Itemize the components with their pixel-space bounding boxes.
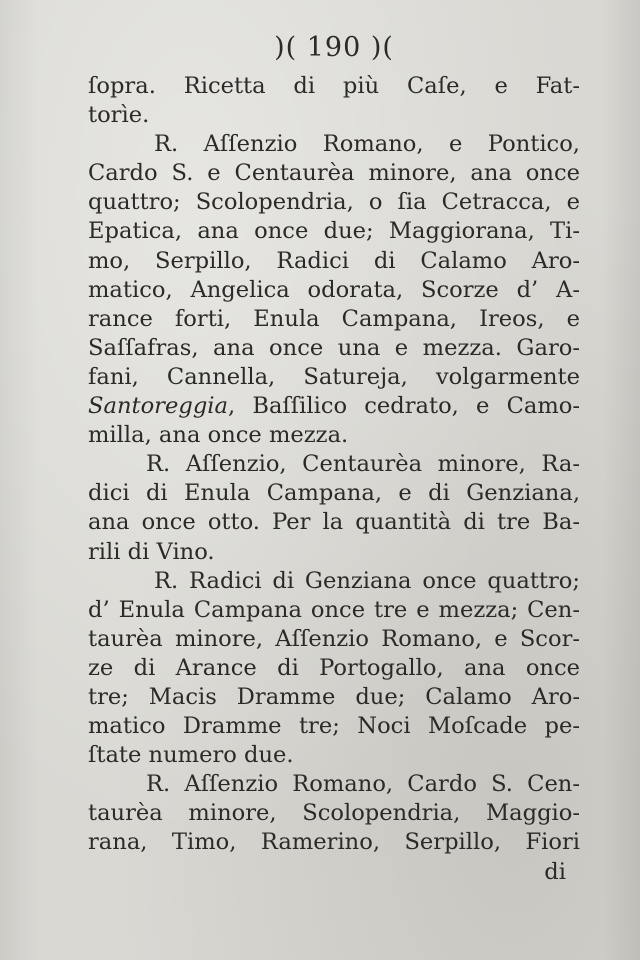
text-line: rance forti, Enula Campana, Ireos, e [88, 305, 580, 332]
text-line: ſopra. Ricetta di più Caſe, e Fat- [88, 73, 580, 99]
italic-term: Santoreggia [88, 393, 228, 420]
text-line: taurèa minore, Scolopendria, Maggio- [88, 800, 580, 827]
text-line: ze di Arance di Portogallo, ana once [88, 654, 580, 681]
text-line-rest: , Baſſilico cedrato, e Camo- [227, 393, 580, 420]
text-line: matico Dramme tre; Noci Moſcade pe- [88, 713, 580, 740]
text-line: matico, Angelica odorata, Scorze d’ A- [88, 276, 580, 303]
text-line: R. Radici di Genziana once quattro; [154, 567, 580, 594]
text-line: fani, Cannella, Satureja, volgarmente [88, 363, 580, 390]
text-line: R. Aſſenzio Romano, Cardo S. Cen- [146, 771, 580, 798]
text-line: R. Aſſenzio, Centaurèa minore, Ra- [146, 451, 580, 478]
text-line: R. Aſſenzio Romano, e Pontico, [154, 131, 580, 158]
text-line: rili di Vino. [88, 538, 215, 565]
book-page [88, 28, 580, 887]
text-line: Epatica, ana once due; Maggiorana, Ti- [88, 218, 580, 245]
catchword: di [544, 858, 566, 885]
text-line: ana once otto. Per la quantità di tre Ba- [88, 509, 580, 536]
text-line-with-italic [88, 392, 580, 421]
text-line: dici di Enula Campana, e di Genziana, [88, 480, 580, 507]
text-line: Cardo S. e Centaurèa minore, ana once [88, 160, 580, 187]
text-line: torìe. [88, 102, 150, 129]
text-line: Saſſafras, ana once una e mezza. Garo- [88, 334, 580, 361]
text-line: taurèa minore, Aſſenzio Romano, e Scor- [88, 625, 580, 652]
text-line: d’ Enula Campana once tre e mezza; Cen- [88, 596, 580, 623]
text-line: quattro; Scolopendria, o ſia Cetracca, e [88, 189, 580, 216]
page-body [88, 72, 580, 858]
page-number: )( 190 )( [274, 32, 394, 63]
text-line: mo, Serpillo, Radici di Calamo Aro- [88, 247, 580, 274]
text-line: milla, ana once mezza. [88, 422, 349, 449]
text-line: tre; Macis Dramme due; Calamo Aro- [88, 683, 580, 710]
text-line: rana, Timo, Ramerino, Serpillo, Fiori [88, 829, 580, 856]
text-line: ſtate numero due. [88, 742, 294, 769]
